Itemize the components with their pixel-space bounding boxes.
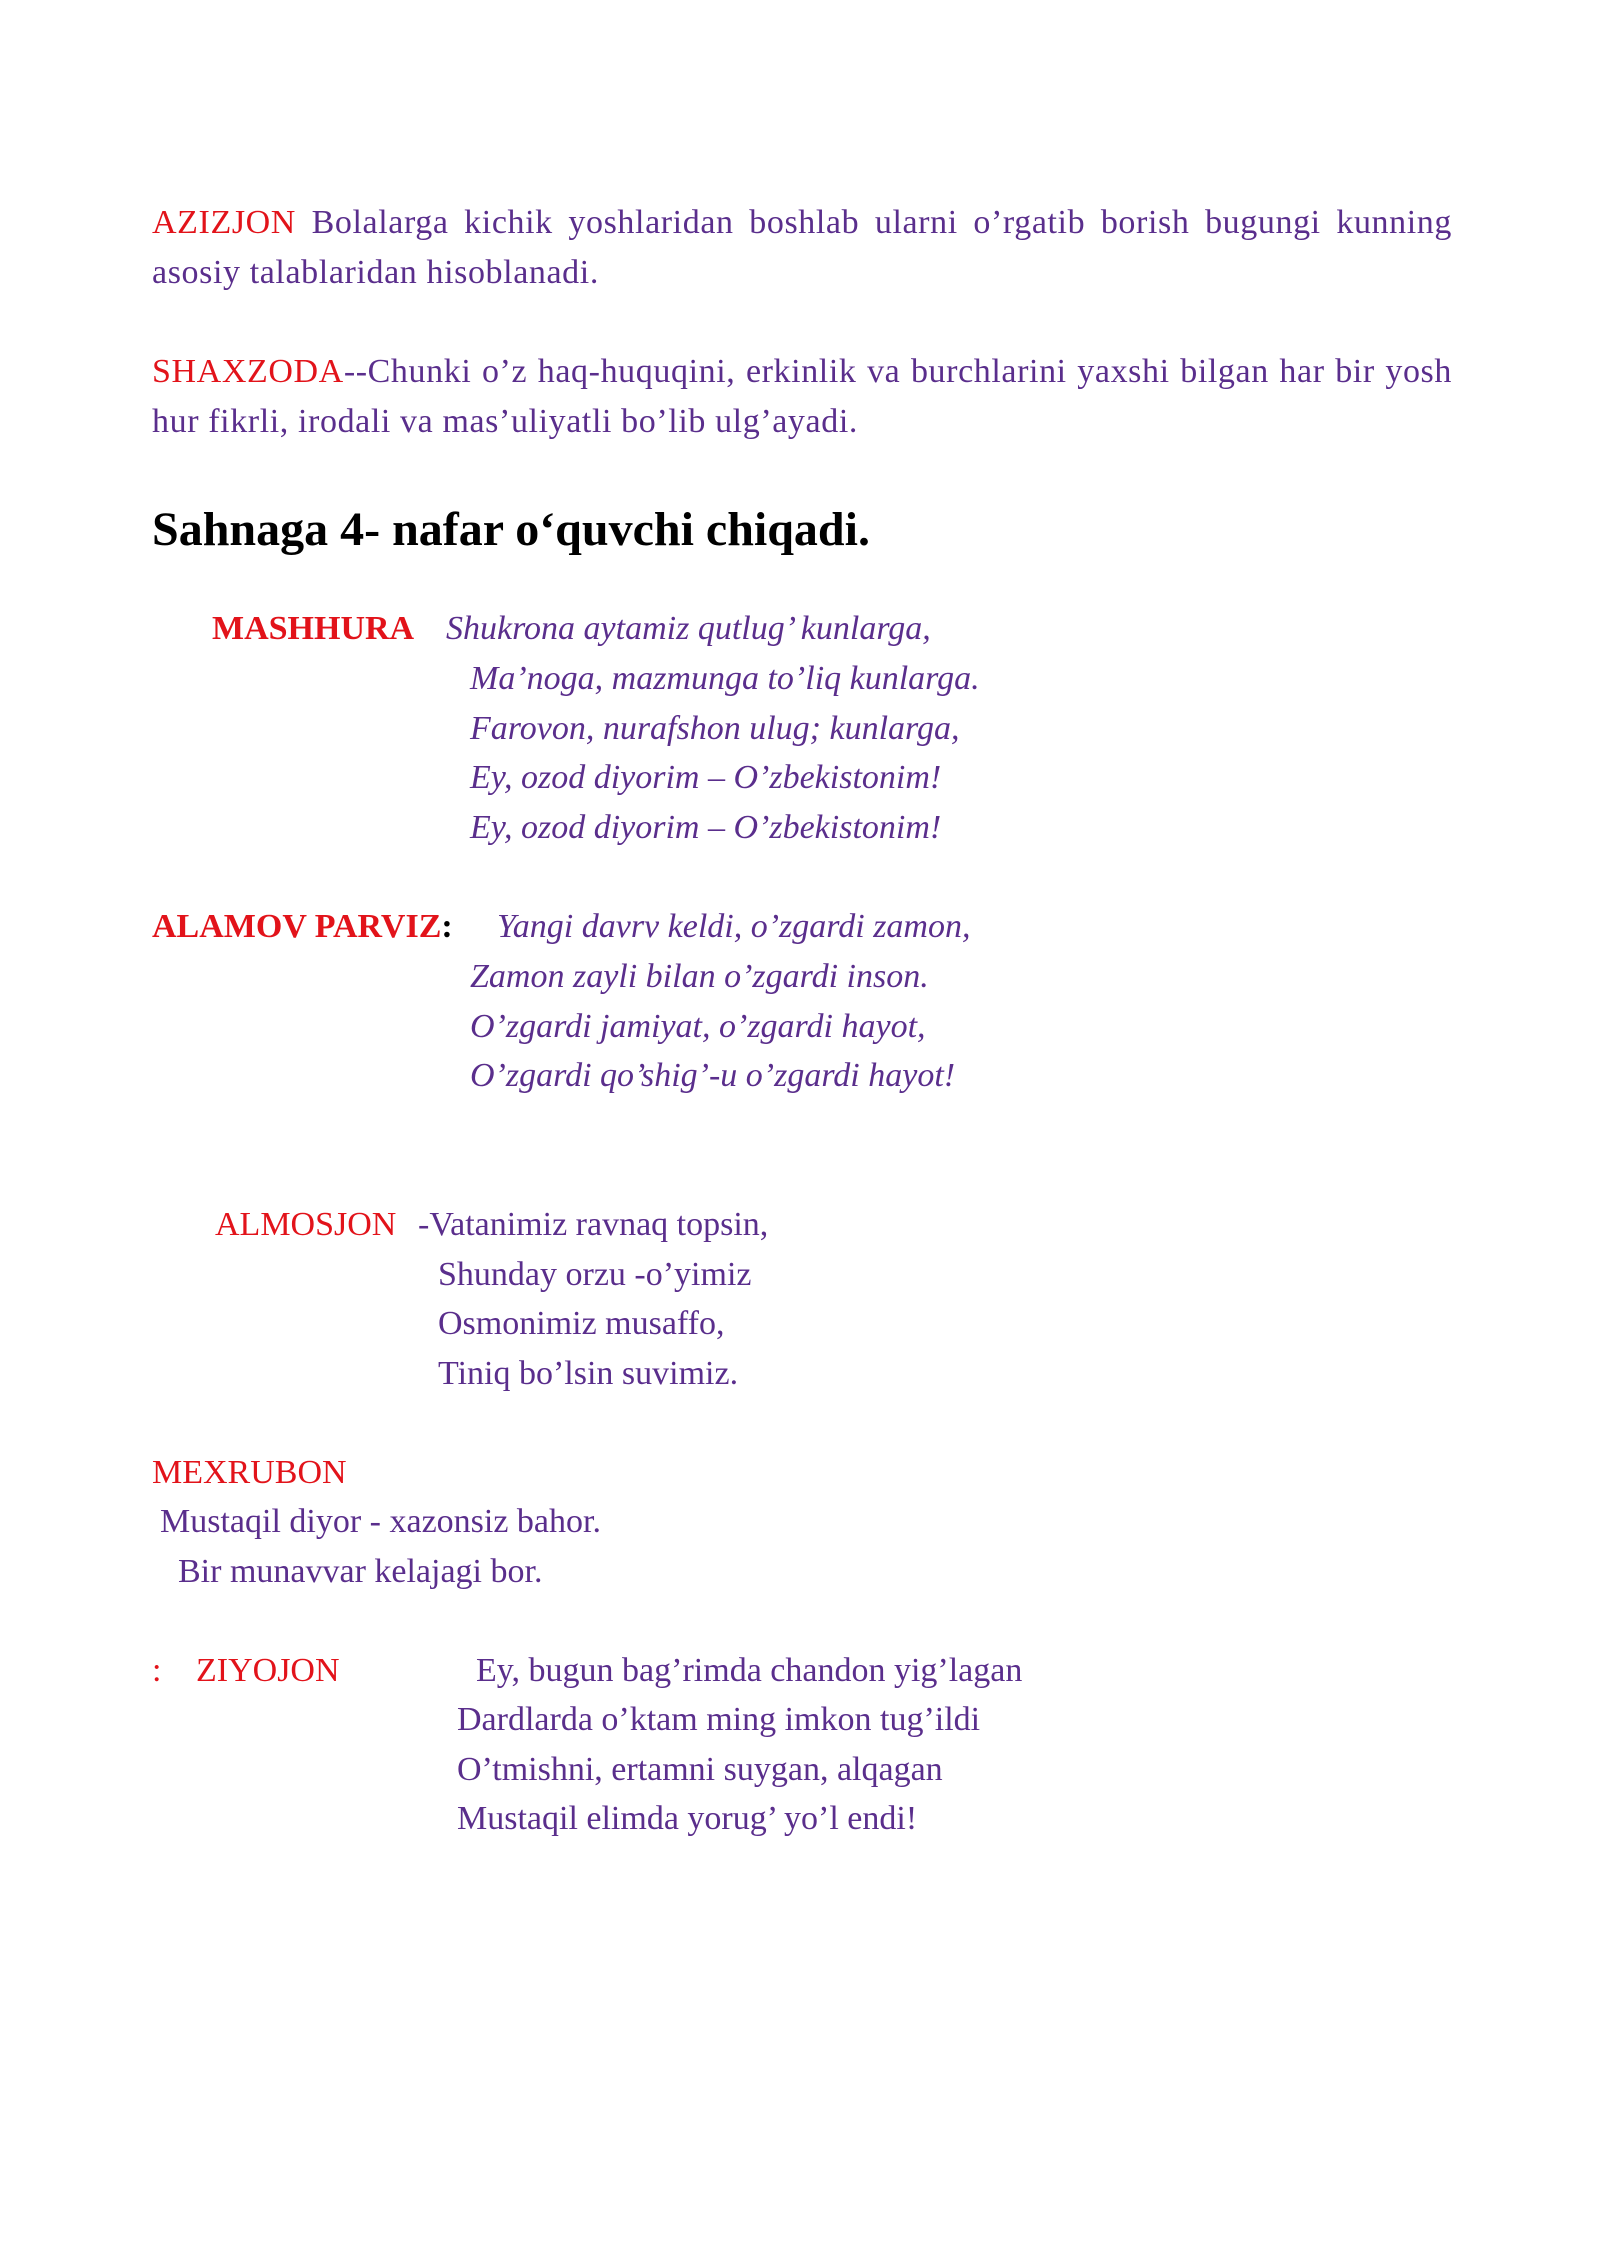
verse-line: Tiniq bo’lsin suvimiz. — [438, 1355, 739, 1392]
verse-line: Dardlarda o’ktam ming imkon tug’ildi — [457, 1701, 981, 1738]
ziyojon-prefix: : — [152, 1652, 162, 1689]
verse-line: Shunday orzu -o’yimiz — [438, 1256, 752, 1293]
paragraph-shaxzoda — [152, 347, 1452, 447]
speaker-azizjon: AZIZJON — [152, 204, 296, 241]
paragraph-azizjon — [152, 198, 1452, 298]
speaker-ziyojon: ZIYOJON — [196, 1652, 340, 1689]
verse-line: Ey, bugun bag’rimda chandon yig’lagan — [476, 1652, 1023, 1689]
verse-line: Ey, ozod diyorim – O’zbekistonim! — [470, 759, 942, 796]
scene-heading: Sahnaga 4- nafar o‘quvchi chiqadi. — [152, 503, 870, 556]
speaker-mashhura: MASHHURA — [212, 610, 415, 647]
verse-line: Yangi davrv keldi, o’zgardi zamon, — [497, 908, 971, 945]
verse-line: -Vatanimiz ravnaq topsin, — [418, 1206, 769, 1243]
verse-line: Mustaqil diyor - xazonsiz bahor. — [160, 1503, 601, 1540]
verse-line: O’zgardi qo’shig’-u o’zgardi hayot! — [470, 1057, 956, 1094]
verse-line: O’zgardi jamiyat, o’zgardi hayot, — [470, 1008, 926, 1045]
verse-line: Zamon zayli bilan o’zgardi inson. — [470, 958, 929, 995]
speech-shaxzoda: --Chunki o’z haq-huquqini, erkinlik va burchlarini yaxshi bilgan har bir yosh hur fikrli, irodali va mas’uliyatli bo’lib ulg’ayadi. — [152, 353, 1452, 440]
verse-line: Shukrona aytamiz qutlug’ kunlarga, — [446, 610, 931, 647]
speaker-colon: : — [441, 908, 453, 945]
speaker-shaxzoda: SHAXZODA — [152, 353, 344, 390]
verse-line: O’tmishni, ertamni suygan, alqagan — [457, 1751, 943, 1788]
speaker-almosjon: ALMOSJON — [215, 1206, 397, 1243]
verse-line: Bir munavvar kelajagi bor. — [178, 1553, 543, 1590]
speaker-parviz-wrap — [152, 902, 453, 952]
verse-line: Farovon, nurafshon ulug; kunlarga, — [470, 710, 960, 747]
speaker-mexrubon: MEXRUBON — [152, 1454, 347, 1491]
verse-line: Ey, ozod diyorim – O’zbekistonim! — [470, 809, 942, 846]
verse-line: Osmonimiz musaffo, — [438, 1305, 725, 1342]
verse-line: Ma’noga, mazmunga to’liq kunlarga. — [470, 660, 980, 697]
verse-line: Mustaqil elimda yorug’ yo’l endi! — [457, 1800, 918, 1837]
speech-azizjon: Bolalarga kichik yoshlaridan boshlab ularni o’rgatib borish bugungi kunning asosiy talablaridan hisoblanadi. — [152, 204, 1452, 291]
speaker-parviz: ALAMOV PARVIZ — [152, 908, 442, 945]
